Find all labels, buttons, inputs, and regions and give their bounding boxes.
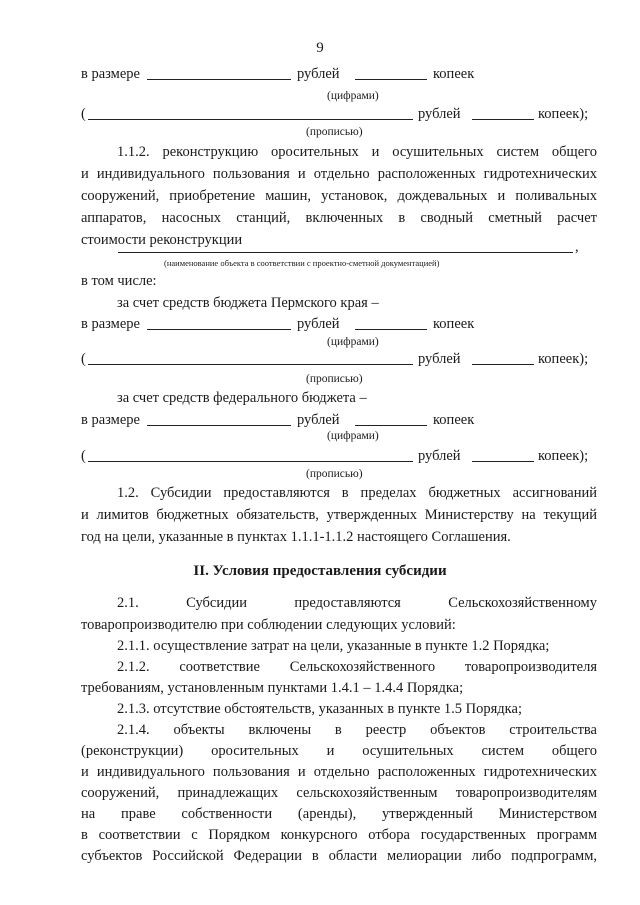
text-line: 2.1. Субсидии предоставляются Сельскохозяйственному [117,595,597,611]
object-name-field[interactable] [118,252,573,253]
text-line: 1.2. Субсидии предоставляются в пределах бюджетных ассигнований [117,485,597,501]
text-line: стоимости реконструкции [81,232,243,248]
rubles-label: рублей [418,351,461,367]
words-caption: (прописью) [306,468,363,480]
text-line: 2.1.1. осуществление затрат на цели, указанные в пункте 1.2 Порядка; [117,638,550,654]
kopecks-words-field[interactable] [472,364,534,365]
text-line: аппаратов, насосных станций, включенных в сводный сметный расчет [81,210,597,226]
rubles-label: рублей [418,106,461,122]
text-line: субъектов Российской Федерации в области мелиорации либо подпрограмм, [81,848,597,864]
text-line: и индивидуального пользования и отдельно расположенных гидротехнических [81,764,597,780]
federal-budget-label: за счет средств федерального бюджета – [117,390,367,406]
section-2-heading: II. Условия предоставления субсидии [193,563,447,579]
kopecks-words-field[interactable] [472,119,534,120]
rubles-label: рублей [297,316,340,332]
in-amount-label: в размере [81,66,140,82]
kopecks-words-field[interactable] [472,461,534,462]
text-line: и индивидуального пользования и отдельно расположенных гидротехнических [81,166,597,182]
text-line: в соответствии с Порядком конкурсного отбора государственных программ [81,827,597,843]
paren-open: ( [81,351,86,367]
kopecks-digits-field[interactable] [355,79,427,80]
in-amount-label: в размере [81,316,140,332]
amount-words-field[interactable] [88,119,413,120]
text-line: на праве собственности (аренды), утвержденный Министерством [81,806,597,822]
object-comma: , [575,239,579,255]
text-line: 1.1.2. реконструкцию оросительных и осушительных систем общего [117,144,597,160]
amount-digits-field[interactable] [147,79,291,80]
text-line: год на цели, указанные в пунктах 1.1.1-1.1.2 настоящего Соглашения. [81,529,511,545]
kopecks-close-label: копеек); [538,106,589,122]
paren-open: ( [81,106,86,122]
amount-words-field[interactable] [88,461,413,462]
amount-digits-field[interactable] [147,329,291,330]
kopecks-label: копеек [433,66,475,82]
text-line: 2.1.4. объекты включены в реестр объектов строительства [117,722,597,738]
digits-caption: (цифрами) [327,336,379,348]
kopecks-close-label: копеек); [538,351,589,367]
text-line: товаропроизводителю при соблюдении следующих условий: [81,617,456,633]
in-amount-label: в размере [81,412,140,428]
kopecks-label: копеек [433,412,475,428]
text-line: и лимитов бюджетных обязательств, утвержденных Министерству на текущий [81,507,597,523]
including-label: в том числе: [81,273,157,289]
kopecks-digits-field[interactable] [355,329,427,330]
text-line: 2.1.2. соответствие Сельскохозяйственного товаропроизводителя [117,659,597,675]
text-line: сооружений, приобретение машин, установок, дождевальных и поливальных [81,188,597,204]
digits-caption: (цифрами) [327,430,379,442]
paren-open: ( [81,448,86,464]
text-line: сооружений, принадлежащих сельскохозяйственным товаропроизводителям [81,785,597,801]
page-number: 9 [316,40,324,56]
words-caption: (прописью) [306,126,363,138]
words-caption: (прописью) [306,373,363,385]
text-line: 2.1.3. отсутствие обстоятельств, указанных в пункте 1.5 Порядка; [117,701,522,717]
text-line: (реконструкции) оросительных и осушительных систем общего [81,743,597,759]
rubles-label: рублей [418,448,461,464]
amount-digits-field[interactable] [147,425,291,426]
digits-caption: (цифрами) [327,90,379,102]
kopecks-digits-field[interactable] [355,425,427,426]
text-line: требованиям, установленным пунктами 1.4.1 – 1.4.4 Порядка; [81,680,464,696]
kopecks-close-label: копеек); [538,448,589,464]
amount-words-field[interactable] [88,364,413,365]
regional-budget-label: за счет средств бюджета Пермского края – [117,295,379,311]
rubles-label: рублей [297,66,340,82]
rubles-label: рублей [297,412,340,428]
object-name-caption: (наименование объекта в соответствии с проектно-сметной документацией) [164,258,440,268]
kopecks-label: копеек [433,316,475,332]
